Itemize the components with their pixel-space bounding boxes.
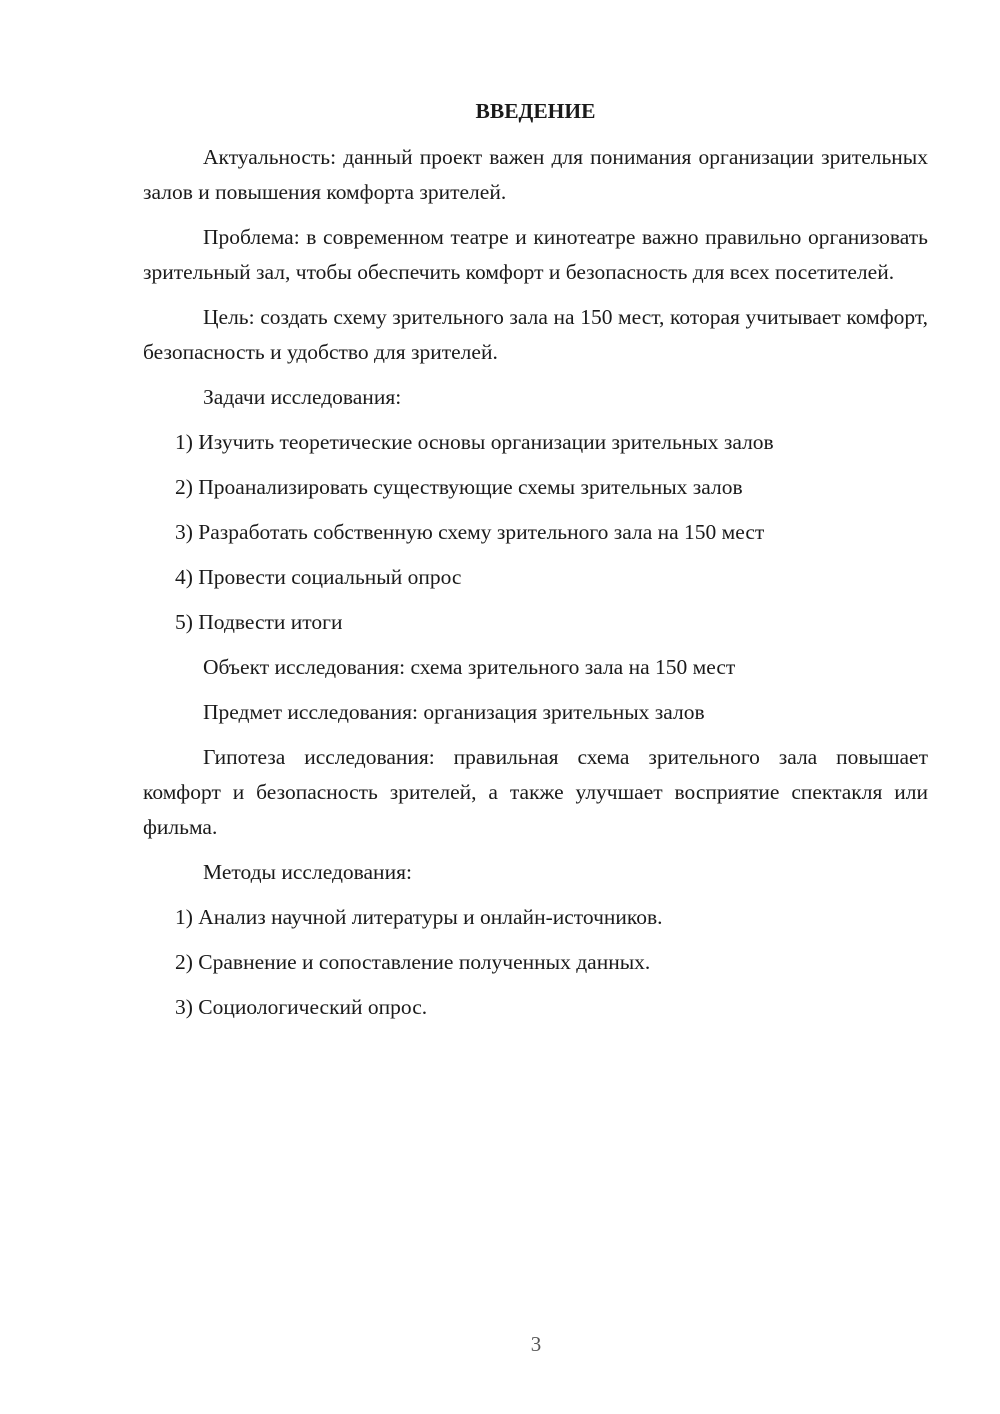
relevance-paragraph: Актуальность: данный проект важен для понимания организации зрительных залов и повышения комфорта зрителей. — [143, 145, 928, 204]
method-item-2: 2) Сравнение и сопоставление полученных данных. — [175, 950, 651, 974]
goal-paragraph: Цель: создать схему зрительного зала на 150 мест, которая учитывает комфорт, безопасность и удобство для зрителей. — [143, 305, 928, 364]
methods-label: Методы исследования: — [203, 860, 412, 884]
problem-paragraph: Проблема: в современном театре и кинотеатре важно правильно организовать зрительный зал, чтобы обеспечить комфорт и безопасность для всех посетителей. — [143, 225, 928, 284]
method-item-1: 1) Анализ научной литературы и онлайн-источников. — [175, 905, 663, 929]
section-heading: ВВЕДЕНИЕ — [475, 99, 596, 123]
object-line: Объект исследования: схема зрительного зала на 150 мест — [203, 655, 736, 679]
method-item-3: 3) Социологический опрос. — [175, 995, 428, 1019]
task-item-4: 4) Провести социальный опрос — [175, 565, 462, 589]
tasks-label: Задачи исследования: — [203, 385, 402, 409]
subject-line: Предмет исследования: организация зрительных залов — [203, 700, 705, 724]
task-item-2: 2) Проанализировать существующие схемы зрительных залов — [175, 475, 743, 499]
task-item-5: 5) Подвести итоги — [175, 610, 343, 634]
page-number: 3 — [530, 1332, 542, 1356]
task-item-3: 3) Разработать собственную схему зрительного зала на 150 мест — [175, 520, 765, 544]
page-content — [143, 96, 928, 1035]
task-item-1: 1) Изучить теоретические основы организации зрительных залов — [175, 430, 774, 454]
hypothesis-paragraph: Гипотеза исследования: правильная схема зрительного зала повышает комфорт и безопасность зрителей, а также улучшает восприятие спектакля или фильма. — [143, 745, 928, 839]
